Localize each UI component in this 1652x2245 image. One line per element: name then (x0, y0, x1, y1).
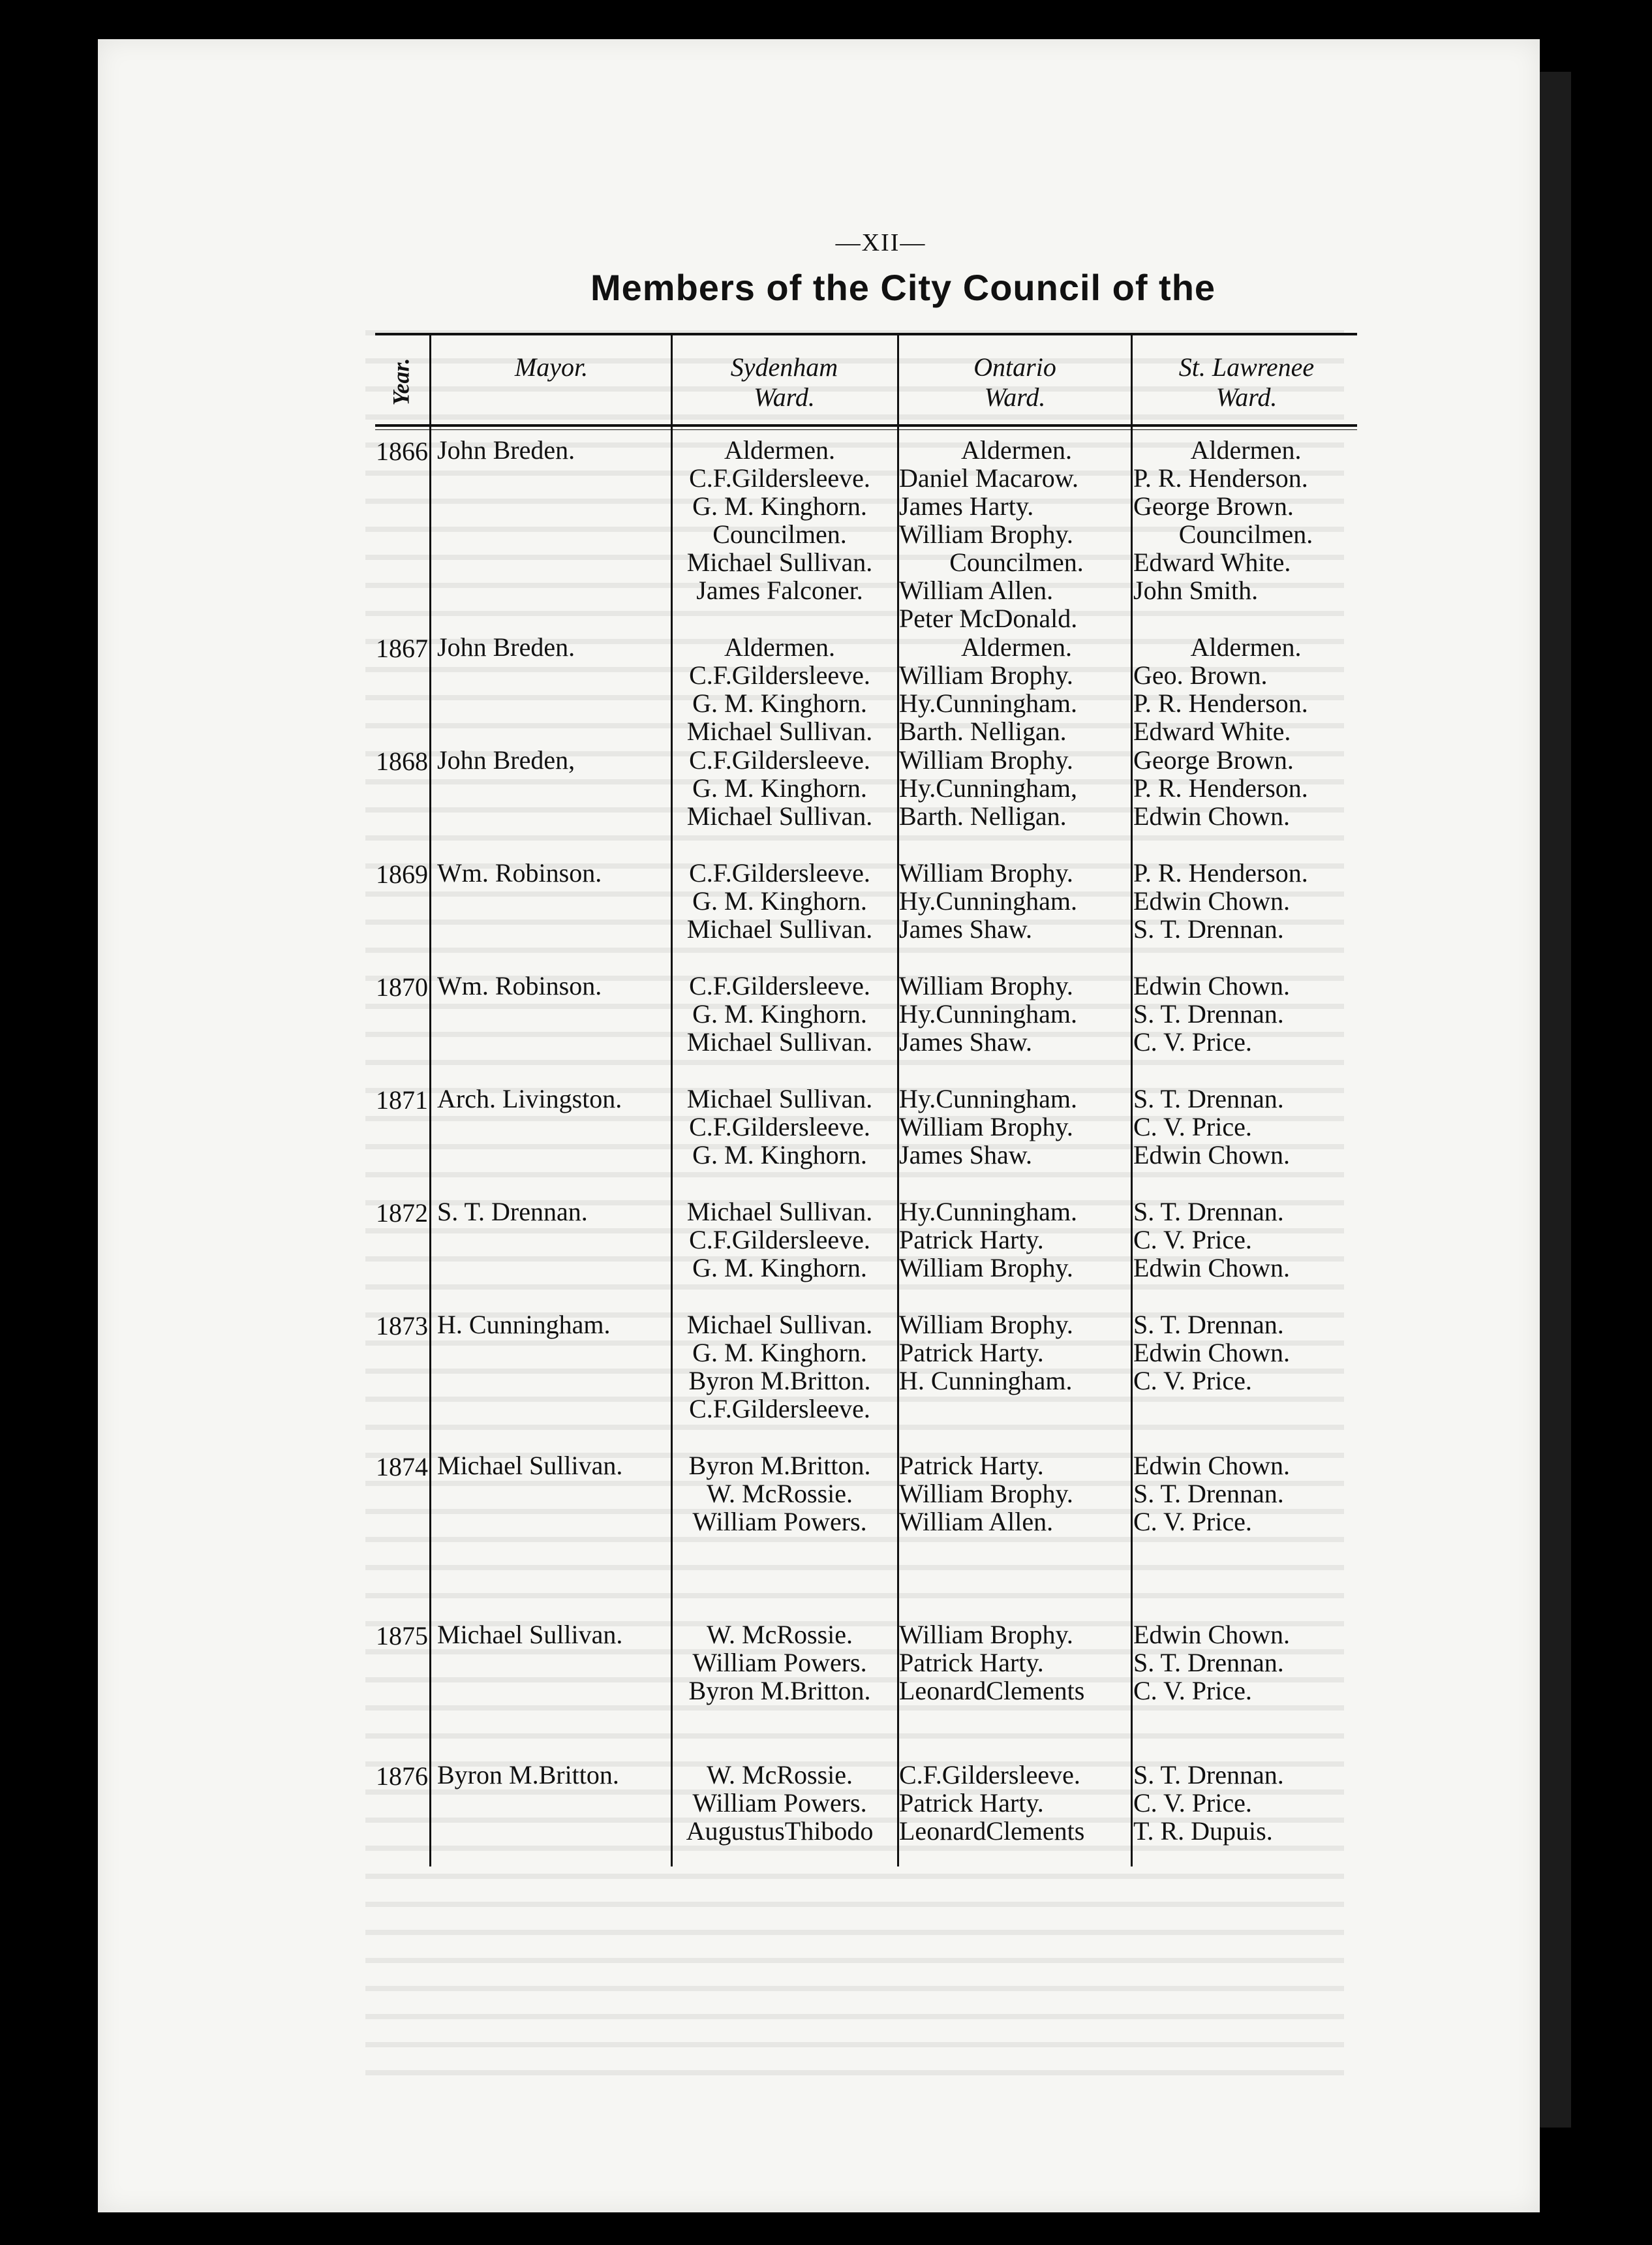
member-name: William Allen. (899, 1507, 1054, 1536)
member-name: Michael Sullivan. (686, 717, 873, 746)
year-cell: 1876 (376, 1761, 428, 1791)
ontario-ward-cell (899, 1198, 1134, 1282)
year-cell: 1872 (376, 1198, 428, 1228)
member-name: Patrick Harty. (899, 1451, 1044, 1480)
st-lawrence-ward-cell (1133, 633, 1358, 745)
member-name: Barth. Nelligan. (899, 801, 1067, 831)
role-heading: Aldermen. (724, 632, 835, 662)
member-name: James Shaw. (899, 914, 1033, 944)
member-name: Edwin Chown. (1133, 801, 1290, 831)
mayor-cell: Michael Sullivan. (437, 1620, 623, 1649)
member-name: Hy.Cunningham. (899, 886, 1077, 916)
member-name: William Powers. (692, 1648, 867, 1677)
member-name: Hy.Cunningham. (899, 999, 1077, 1029)
member-name: George Brown. (1133, 745, 1294, 775)
mayor-cell: Wm. Robinson. (437, 858, 602, 888)
st-lawrence-ward-cell (1133, 972, 1358, 1056)
role-heading: Councilmen. (949, 548, 1084, 577)
member-name: S. T. Drennan. (1133, 999, 1284, 1029)
role-heading: Councilmen. (712, 519, 847, 549)
st-lawrence-ward-cell (1133, 1198, 1358, 1282)
year-cell: 1867 (376, 634, 428, 663)
mayor-cell: S. T. Drennan. (437, 1197, 588, 1226)
mayor-cell: H. Cunningham. (437, 1310, 611, 1339)
member-name: S. T. Drennan. (1133, 914, 1284, 944)
st-lawrence-ward-cell (1133, 859, 1358, 943)
member-name: Peter McDonald. (899, 604, 1078, 633)
member-name: S. T. Drennan. (1133, 1648, 1284, 1677)
mayor-cell: John Breden. (437, 632, 575, 662)
st-lawrence-ward-cell (1133, 746, 1358, 830)
st-lawrence-ward-cell (1133, 436, 1358, 604)
table-top-rule (375, 333, 1357, 335)
member-name: Hy.Cunningham, (899, 773, 1077, 803)
role-heading: Aldermen. (1190, 435, 1302, 465)
member-name: G. M. Kinghorn. (692, 773, 867, 803)
member-name: William Brophy. (899, 519, 1073, 549)
member-name: William Powers. (692, 1507, 867, 1536)
mayor-cell: John Breden. (437, 435, 575, 465)
member-name: Michael Sullivan. (686, 1310, 873, 1339)
member-name: C.F.Gildersleeve. (689, 660, 870, 690)
st-lawrence-ward-cell (1133, 1451, 1358, 1536)
member-name: William Brophy. (899, 1620, 1073, 1649)
member-name: G. M. Kinghorn. (692, 886, 867, 916)
sydenham-ward-cell (665, 633, 894, 745)
member-name: Edwin Chown. (1133, 1620, 1290, 1649)
member-name: Daniel Macarow. (899, 463, 1079, 493)
mayor-cell: Byron M.Britton. (437, 1760, 619, 1789)
member-name: S. T. Drennan. (1133, 1760, 1284, 1789)
mayor-cell: Wm. Robinson. (437, 971, 602, 1000)
role-heading: Aldermen. (961, 435, 1072, 465)
year-cell: 1873 (376, 1311, 428, 1340)
ontario-ward-cell (899, 633, 1134, 745)
year-cell: 1871 (376, 1085, 428, 1115)
member-name: John Smith. (1133, 576, 1259, 605)
member-name: Michael Sullivan. (686, 801, 873, 831)
member-name: Michael Sullivan. (686, 548, 873, 577)
page-title: Members of the City Council of the (590, 267, 1216, 308)
member-name: Edwin Chown. (1133, 886, 1290, 916)
member-name: G. M. Kinghorn. (692, 689, 867, 718)
header-sydenham-ward: Sydenham Ward. (730, 352, 838, 412)
member-name: Patrick Harty. (899, 1225, 1044, 1254)
member-name: P. R. Henderson. (1133, 689, 1308, 718)
mayor-cell: Arch. Livingston. (437, 1084, 622, 1113)
header-year: Year. (388, 358, 414, 406)
member-name: C.F.Gildersleeve. (689, 463, 870, 493)
member-name: C. V. Price. (1133, 1027, 1252, 1057)
member-name: William Brophy. (899, 745, 1073, 775)
member-name: Patrick Harty. (899, 1338, 1044, 1367)
binding-shadow (1540, 72, 1571, 2128)
member-name: Byron M.Britton. (688, 1366, 871, 1395)
role-heading: Aldermen. (961, 632, 1072, 662)
sydenham-ward-cell (665, 1085, 894, 1169)
member-name: W. McRossie. (706, 1760, 853, 1789)
year-cell: 1866 (376, 437, 428, 466)
member-name: Barth. Nelligan. (899, 717, 1067, 746)
member-name: S. T. Drennan. (1133, 1479, 1284, 1508)
member-name: C.F.Gildersleeve. (689, 1112, 870, 1141)
ontario-ward-cell (899, 859, 1134, 943)
member-name: Hy.Cunningham. (899, 689, 1077, 718)
member-name: C. V. Price. (1133, 1676, 1252, 1705)
member-name: S. T. Drennan. (1133, 1084, 1284, 1113)
member-name: William Brophy. (899, 660, 1073, 690)
member-name: C. V. Price. (1133, 1366, 1252, 1395)
member-name: C.F.Gildersleeve. (899, 1760, 1080, 1789)
sydenham-ward-cell (665, 1620, 894, 1705)
member-name: James Shaw. (899, 1027, 1033, 1057)
ontario-ward-cell (899, 972, 1134, 1056)
role-heading: Aldermen. (1190, 632, 1302, 662)
member-name: C. V. Price. (1133, 1225, 1252, 1254)
role-heading: Aldermen. (724, 435, 835, 465)
member-name: P. R. Henderson. (1133, 463, 1308, 493)
member-name: James Falconer. (696, 576, 863, 605)
sydenham-ward-cell (665, 1761, 894, 1845)
mayor-cell: Michael Sullivan. (437, 1451, 623, 1480)
header-st-lawrence-ward: St. Lawrenee Ward. (1178, 352, 1315, 412)
member-name: C.F.Gildersleeve. (689, 1394, 870, 1423)
member-name: AugustusThibodo (686, 1816, 874, 1846)
member-name: Edward White. (1133, 717, 1291, 746)
member-name: C.F.Gildersleeve. (689, 858, 870, 888)
member-name: LeonardClements (899, 1816, 1085, 1846)
year-cell: 1868 (376, 747, 428, 776)
member-name: Edwin Chown. (1133, 1451, 1290, 1480)
mayor-cell: John Breden, (437, 745, 575, 775)
ontario-ward-cell (899, 1620, 1134, 1705)
member-name: Edward White. (1133, 548, 1291, 577)
table-header-rule (375, 424, 1357, 427)
member-name: Edwin Chown. (1133, 971, 1290, 1000)
member-name: G. M. Kinghorn. (692, 999, 867, 1029)
sydenham-ward-cell (665, 436, 894, 604)
member-name: William Brophy. (899, 858, 1073, 888)
sydenham-ward-cell (665, 1198, 894, 1282)
member-name: Michael Sullivan. (686, 1084, 873, 1113)
member-name: William Brophy. (899, 1112, 1073, 1141)
st-lawrence-ward-cell (1133, 1310, 1358, 1395)
member-name: Patrick Harty. (899, 1648, 1044, 1677)
member-name: W. McRossie. (706, 1620, 853, 1649)
member-name: Geo. Brown. (1133, 660, 1268, 690)
member-name: William Brophy. (899, 971, 1073, 1000)
sydenham-ward-cell (665, 972, 894, 1056)
member-name: William Allen. (899, 576, 1054, 605)
sydenham-ward-cell (665, 746, 894, 830)
member-name: George Brown. (1133, 491, 1294, 521)
member-name: James Shaw. (899, 1140, 1033, 1169)
member-name: C.F.Gildersleeve. (689, 1225, 870, 1254)
ontario-ward-cell (899, 1761, 1134, 1845)
member-name: William Brophy. (899, 1479, 1073, 1508)
member-name: C. V. Price. (1133, 1788, 1252, 1818)
ontario-ward-cell (899, 1085, 1134, 1169)
member-name: C.F.Gildersleeve. (689, 971, 870, 1000)
column-rule-year (429, 333, 431, 1866)
member-name: C. V. Price. (1133, 1112, 1252, 1141)
member-name: P. R. Henderson. (1133, 858, 1308, 888)
member-name: Byron M.Britton. (688, 1451, 871, 1480)
ontario-ward-cell (899, 1451, 1134, 1536)
member-name: LeonardClements (899, 1676, 1085, 1705)
sydenham-ward-cell (665, 859, 894, 943)
member-name: C. V. Price. (1133, 1507, 1252, 1536)
member-name: S. T. Drennan. (1133, 1310, 1284, 1339)
role-heading: Councilmen. (1178, 519, 1313, 549)
member-name: Byron M.Britton. (688, 1676, 871, 1705)
member-name: G. M. Kinghorn. (692, 1338, 867, 1367)
ontario-ward-cell (899, 746, 1134, 830)
year-cell: 1869 (376, 859, 428, 889)
member-name: S. T. Drennan. (1133, 1197, 1284, 1226)
member-name: William Brophy. (899, 1310, 1073, 1339)
member-name: G. M. Kinghorn. (692, 1253, 867, 1282)
member-name: T. R. Dupuis. (1133, 1816, 1273, 1846)
member-name: Edwin Chown. (1133, 1253, 1290, 1282)
st-lawrence-ward-cell (1133, 1620, 1358, 1705)
member-name: G. M. Kinghorn. (692, 1140, 867, 1169)
member-name: G. M. Kinghorn. (692, 491, 867, 521)
ontario-ward-cell (899, 1310, 1134, 1395)
year-cell: 1874 (376, 1452, 428, 1481)
member-name: Edwin Chown. (1133, 1140, 1290, 1169)
member-name: C.F.Gildersleeve. (689, 745, 870, 775)
member-name: Michael Sullivan. (686, 1197, 873, 1226)
member-name: H. Cunningham. (899, 1366, 1073, 1395)
member-name: Hy.Cunningham. (899, 1197, 1077, 1226)
member-name: James Harty. (899, 491, 1034, 521)
member-name: Hy.Cunningham. (899, 1084, 1077, 1113)
member-name: Michael Sullivan. (686, 1027, 873, 1057)
header-ontario-ward: Ontario Ward. (973, 352, 1056, 412)
page-number: —XII— (835, 229, 926, 256)
member-name: W. McRossie. (706, 1479, 853, 1508)
member-name: William Brophy. (899, 1253, 1073, 1282)
table-header-rule-thin (375, 429, 1357, 430)
st-lawrence-ward-cell (1133, 1085, 1358, 1169)
ontario-ward-cell (899, 436, 1134, 632)
sydenham-ward-cell (665, 1310, 894, 1423)
member-name: Edwin Chown. (1133, 1338, 1290, 1367)
header-mayor: Mayor. (514, 352, 589, 382)
member-name: P. R. Henderson. (1133, 773, 1308, 803)
sydenham-ward-cell (665, 1451, 894, 1536)
member-name: William Powers. (692, 1788, 867, 1818)
st-lawrence-ward-cell (1133, 1761, 1358, 1845)
member-name: Patrick Harty. (899, 1788, 1044, 1818)
year-cell: 1870 (376, 972, 428, 1002)
member-name: Michael Sullivan. (686, 914, 873, 944)
year-cell: 1875 (376, 1621, 428, 1650)
